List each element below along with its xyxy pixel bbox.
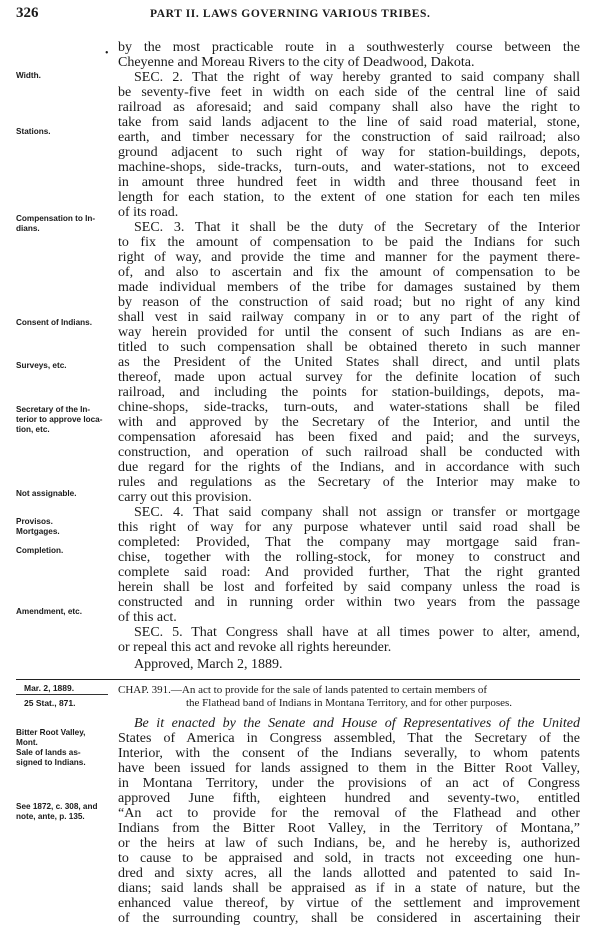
body-line: of the surrounding country, shall be considered in ascertaining their (118, 911, 580, 926)
body-line: herein shall be lost and forfeited by said company unless the road is (118, 580, 580, 595)
body-line: machine-shops, side-tracks, turn-outs, and water-stations, not to exceed (118, 160, 580, 175)
chapter-heading-line: CHAP. 391.—An act to provide for the sale of lands patented to certain members of (118, 684, 488, 696)
body-line: to fix the amount of compensation to be paid the Indians for such (118, 235, 580, 250)
body-line: chine-shops, side-tracks, turn-outs, and water-stations shall be filed (118, 400, 580, 415)
body-line: Cheyenne and Moreau Rivers to the city of Deadwood, Dakota. (118, 55, 475, 70)
body-line: compensation aforesaid has been fixed and paid; and the surveys, (118, 430, 580, 445)
margin-note-stations: Stations. (16, 127, 51, 136)
body-line: complete said road: And provided further, That the right granted (118, 565, 580, 580)
body-line: carry out this provision. (118, 490, 252, 505)
body-line: Interior, with the consent of the Indians severally, to whom patents (118, 746, 580, 761)
body-line: take from said lands adjacent to the line of said road material, stone, (118, 115, 580, 130)
body-line: completed: Provided, That the company may mortgage said fran- (118, 535, 580, 550)
chapter-heading-line: the Flathead band of Indians in Montana Territory, and for other purposes. (185, 697, 513, 709)
body-line: way herein provided for until the consent of such Indians as are en- (118, 325, 580, 340)
body-line: SEC. 2. That the right of way hereby granted to said company shall (134, 70, 580, 85)
body-line: in Montana Territory, under the provisions of an act of Congress (118, 776, 580, 791)
body-line: “An act to provide for the removal of the Flathead and other (118, 806, 580, 821)
body-line: constructed and in running order within two years from the passage (118, 595, 580, 610)
body-line: titled to such compensation shall be obtained thereto in such manner (118, 340, 580, 355)
body-line: SEC. 5. That Congress shall have at all times power to alter, amend, (134, 625, 580, 640)
page-number: 326 (16, 5, 39, 21)
body-line: construction, and operation of such railroad shall be conducted with (118, 445, 580, 460)
margin-note-consent: Consent of Indians. (16, 318, 92, 327)
body-line: have been issued for lands assigned to them in the Bitter Root Valley, (118, 761, 580, 776)
body-line: of this act. (118, 610, 177, 625)
body-line: rules and regulations as the Secretary of the Interior may make to (118, 475, 580, 490)
body-line: of its road. (118, 205, 179, 220)
approval-line: Approved, March 2, 1889. (134, 657, 283, 672)
body-line: dred and sixty acres, all the lands allotted and patented to said In- (118, 866, 580, 881)
body-line: Indians from the Bitter Root Valley, in the Territory of Montana,” (118, 821, 580, 836)
margin-note-completion: Completion. (16, 546, 64, 555)
body-line: made individual members of the tribe for damages sustained by them (118, 280, 580, 295)
margin-note-assignable: Not assignable. (16, 489, 77, 498)
body-line: thereof, made upon actual survey for the definite location of such (118, 370, 580, 385)
margin-note-date: Mar. 2, 1889. (24, 683, 75, 693)
body-line: this right of way for any purpose whatever until said road shall be (118, 520, 580, 535)
margin-note-secretary: Secretary of the In- terior to approve loca- tion, etc. (16, 405, 103, 434)
margin-rule (16, 694, 108, 695)
body-line: railroad as aforesaid; and said company shall also have the right to (118, 100, 580, 115)
body-line: or repeal this act and revoke all rights hereunder. (118, 640, 392, 655)
body-line: SEC. 4. That said company shall not assign or transfer or mortgage (134, 505, 580, 520)
body-line: or the heirs at law of such Indians, be, and he hereby is, authorized (118, 836, 580, 851)
body-line: by the most practicable route in a southwesterly course between the (118, 40, 580, 55)
body-line: length for each station, to the extent of one station for each ten miles (118, 190, 580, 205)
body-line: to cause to be appraised and sold, in tracts not exceeding one hun- (118, 851, 580, 866)
body-line: with and approved by the Secretary of the Interior, and until the (118, 415, 580, 430)
margin-note-surveys: Surveys, etc. (16, 361, 67, 370)
body-line: chise, together with the rolling-stock, for money to construct and (118, 550, 580, 565)
body-line: in amount three hundred feet in width and three thousand feet in (118, 175, 580, 190)
body-line: SEC. 3. That it shall be the duty of the Secretary of the Interior (134, 220, 580, 235)
body-line: approved June fifth, eighteen hundred and seventy-two, entitled (118, 791, 580, 806)
margin-note-amendment: Amendment, etc. (16, 607, 82, 616)
body-line: earth, and timber necessary for the construction of said railroad; also (118, 130, 580, 145)
body-line: as the President of the United States shall direct, and until plats (118, 355, 580, 370)
margin-note-reference: See 1872, c. 308, and note, ante, p. 135. (16, 802, 98, 821)
body-line: right of way, and provide the time and manner for the payment there- (118, 250, 580, 265)
margin-note-bitter-root: Bitter Root Valley, Mont. Sale of lands as- signed to Indians. (16, 728, 86, 767)
body-line: by reason of the construction of said road; but no right of any kind (118, 295, 580, 310)
body-line: due regard for the rights of the Indians, and in accordance with such (118, 460, 580, 475)
body-line: Be it enacted by the Senate and House of Representatives of the United (134, 716, 580, 731)
body-line: States of America in Congress assembled, That the Secretary of the (118, 731, 580, 746)
margin-note-provisos: Provisos. Mortgages. (16, 517, 60, 536)
body-line: railroad, and including the points for station-buildings, depots, ma- (118, 385, 580, 400)
margin-note-statute: 25 Stat., 871. (24, 698, 76, 708)
body-line: enhanced value thereof, by virtue of the settlement and improvement (118, 896, 580, 911)
body-line: be seventy-five feet in width on each side of the central line of said (118, 85, 580, 100)
body-line: dians; said lands shall be appraised as if in a state of nature, but the (118, 881, 580, 896)
margin-note-width: Width. (16, 71, 41, 80)
running-head: PART II. LAWS GOVERNING VARIOUS TRIBES. (150, 8, 431, 20)
body-line: of, and also to ascertain and fix the amount of compensation to be (118, 265, 580, 280)
margin-note-compensation: Compensation to In- dians. (16, 214, 96, 233)
body-line: shall vest in said railway company in or to any part of the right of (118, 310, 580, 325)
section-divider (16, 679, 580, 680)
section-bullet: • (105, 48, 109, 59)
body-line: ground adjacent to such right of way for station-buildings, depots, (118, 145, 580, 160)
